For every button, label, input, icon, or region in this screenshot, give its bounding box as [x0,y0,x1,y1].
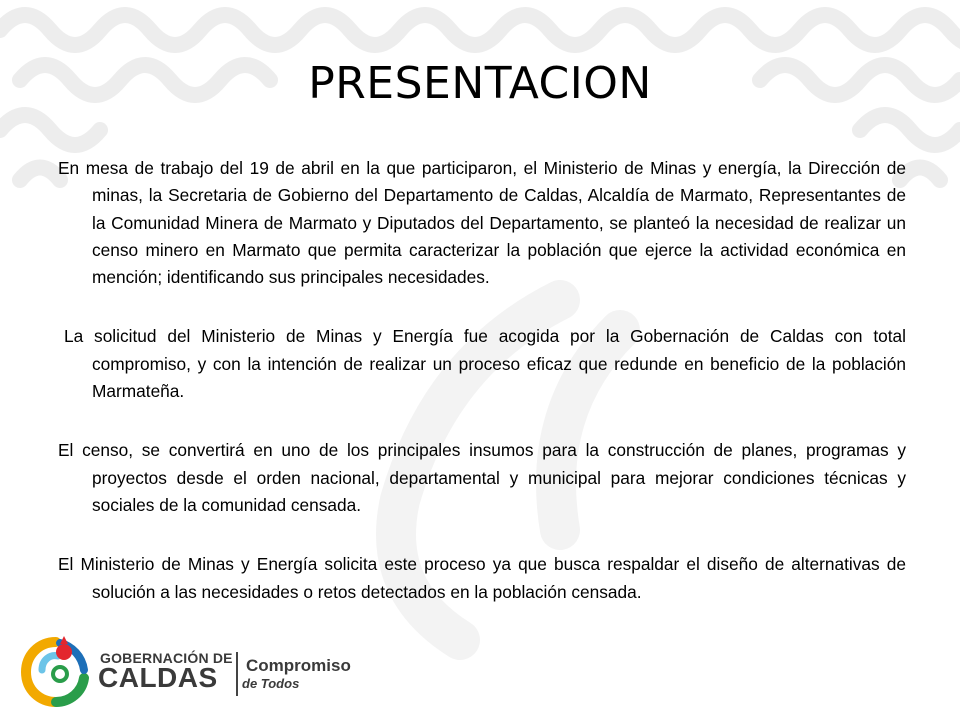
logo-tagline-1: Compromiso [246,656,351,675]
logo-tagline-2: de Todos [242,676,300,691]
slide-title: PRESENTACION [308,58,652,109]
gobernacion-logo [20,632,360,712]
paragraph-4: El Ministerio de Minas y Energía solicita este proceso ya que busca respaldar el diseño de alternativas de solución a las necesidades o retos detectados en la población censada. [58,554,906,602]
paragraph-2: La solicitud del Ministerio de Minas y Energía fue acogida por la Gobernación de Caldas con total compromiso, y con la intención de realizar un proceso eficaz que redunde en beneficio de la población Marmateña. [64,326,906,402]
paragraph-3: El censo, se convertirá en uno de los principales insumos para la construcción de planes, programas y proyectos desde el orden nacional, departamental y municipal para mejorar condiciones técnicas y sociales de la comunidad censada. [58,440,906,515]
logo-divider [236,652,238,696]
slide-body [58,155,906,638]
logo-line-1: GOBERNACIÓN DE [100,650,233,666]
paragraph-1: En mesa de trabajo del 19 de abril en la que participaron, el Ministerio de Minas y energía, la Dirección de minas, la Secretaria de Gobierno del Departamento de Caldas, Alcaldía de Marmato, Representantes de la Comunidad Minera de Marmato y Diputados del Departamento, se planteó la necesidad de realizar un censo minero en Marmato que permita caracterizar la población que ejerce la actividad económica en mención; identificando sus principales necesidades. [58,158,906,288]
logo-line-2: CALDAS [98,662,218,693]
caldas-emblem-icon [20,634,92,710]
